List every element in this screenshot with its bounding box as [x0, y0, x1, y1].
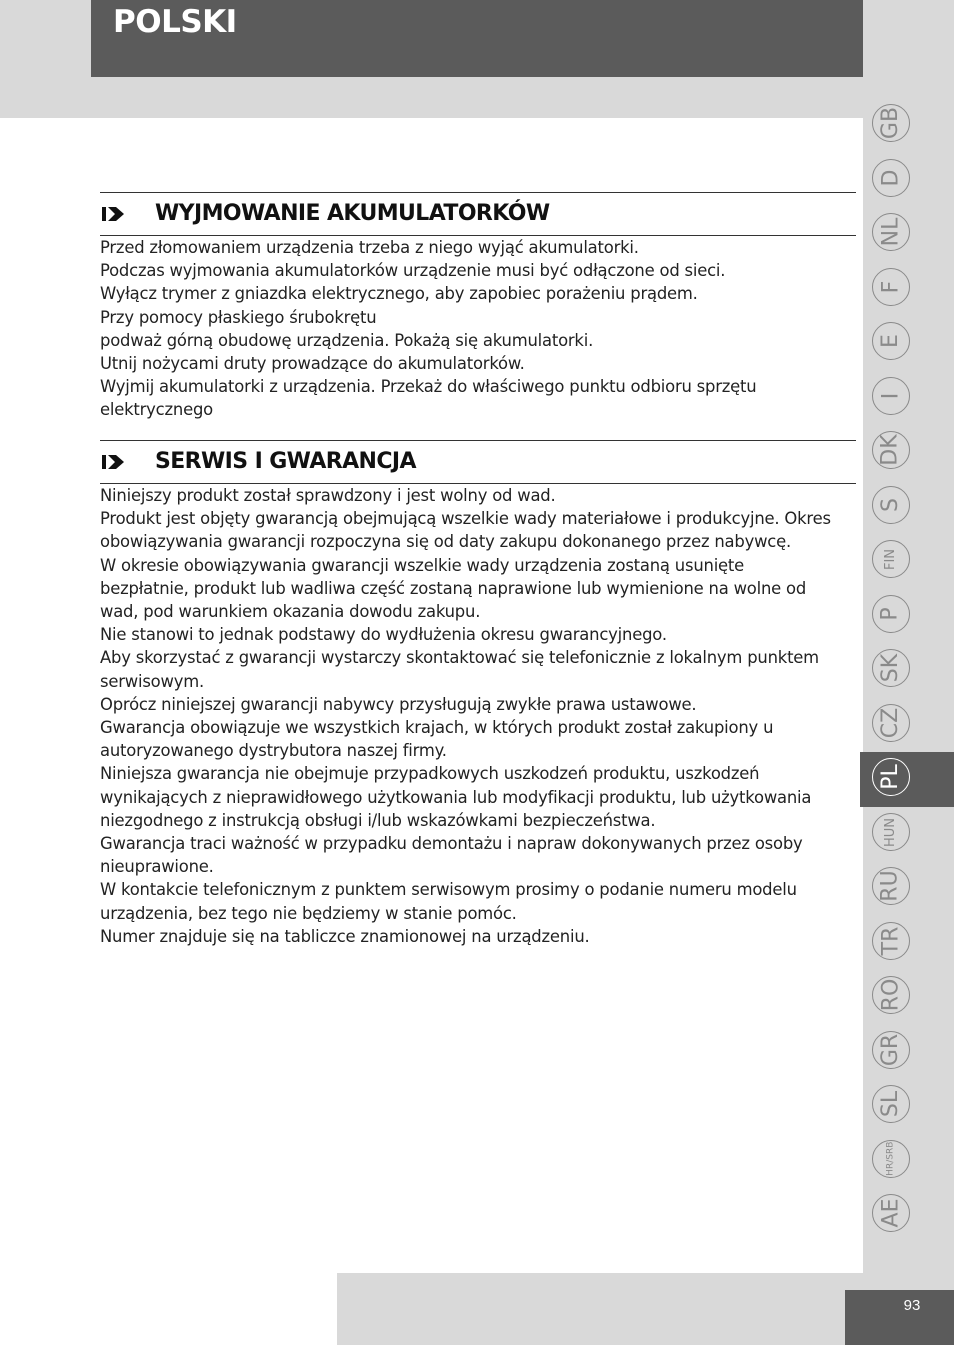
body-line: Numer znajduje się na tabliczce znamionowej na urządzeniu. — [100, 926, 590, 946]
language-tab-gb[interactable] — [872, 104, 910, 142]
language-code: AE — [877, 1198, 903, 1228]
language-tab-i[interactable] — [872, 377, 910, 415]
language-code: P — [878, 607, 903, 621]
page-number: 93 — [903, 1297, 921, 1314]
language-code: HUN — [883, 817, 899, 847]
language-code: F — [878, 280, 903, 294]
body-line: Gwarancja traci ważność w przypadku demontażu i napraw dokonywanych przez osoby — [100, 834, 803, 854]
language-tab-sl[interactable] — [872, 1085, 910, 1123]
body-line: Gwarancja obowiązuje we wszystkich krajach, w których produkt został zakupiony u — [100, 718, 774, 738]
language-tab-f[interactable] — [872, 268, 910, 306]
language-code: SL — [877, 1090, 903, 1118]
language-code: D — [877, 169, 903, 187]
section-heading — [100, 440, 856, 484]
language-tab-dk[interactable] — [872, 431, 910, 469]
section-body — [100, 484, 856, 948]
language-tab-nl[interactable] — [872, 213, 910, 251]
body-line: Utnij nożycami druty prowadzące do akumulatorków. — [100, 354, 525, 374]
language-tab-cz[interactable] — [872, 704, 910, 742]
body-line: podważ górną obudowę urządzenia. Pokażą się akumulatorki. — [100, 330, 594, 350]
language-code: SK — [878, 653, 903, 683]
language-tab-ro[interactable] — [872, 976, 910, 1014]
language-code: GB — [877, 106, 903, 140]
language-tab-ae[interactable] — [872, 1194, 910, 1232]
body-line: W okresie obowiązywania gwarancji wszelkie wady urządzenia zostaną usunięte — [100, 555, 745, 575]
body-line: Wyłącz trymer z gniazdka elektrycznego, aby zapobiec porażeniu prądem. — [100, 284, 698, 304]
body-line: autoryzowanego dystrybutora naszej firmy. — [100, 741, 447, 761]
body-line: Przy pomocy płaskiego śrubokrętu — [100, 307, 377, 327]
section-battery-removal — [100, 192, 856, 422]
language-code: S — [878, 498, 903, 512]
section-heading — [100, 192, 856, 236]
language-tab-pl[interactable] — [872, 758, 910, 796]
body-line: elektrycznego — [100, 400, 213, 420]
language-tab-tr[interactable] — [872, 922, 910, 960]
language-code: CZ — [878, 707, 903, 739]
body-line: serwisowym. — [100, 671, 204, 691]
language-tab-sk[interactable] — [872, 649, 910, 687]
language-code: TR — [877, 926, 903, 956]
language-tab-gr[interactable] — [872, 1031, 910, 1069]
arrow-right-icon — [102, 453, 126, 471]
language-code: HR/SRB — [885, 1141, 896, 1177]
language-code: RO — [877, 978, 903, 1012]
language-code: NL — [878, 217, 903, 247]
language-code: DK — [878, 434, 903, 466]
section-title: SERWIS I GWARANCJA — [155, 449, 416, 474]
page-title: POLSKI — [113, 4, 237, 40]
body-line: Oprócz niniejszej gwarancji nabywcy przysługują zwykłe prawa ustawowe. — [100, 694, 697, 714]
language-tab-ru[interactable] — [872, 867, 910, 905]
section-body — [100, 236, 856, 422]
body-line: Przed złomowaniem urządzenia trzeba z niego wyjąć akumulatorki. — [100, 238, 639, 257]
body-line: Niniejszy produkt został sprawdzony i jest wolny od wad. — [100, 486, 556, 505]
language-tab-hr-srb[interactable] — [872, 1140, 910, 1178]
body-line: Aby skorzystać z gwarancji wystarczy skontaktować się telefonicznie z lokalnym punktem — [100, 648, 819, 668]
body-line: obowiązywania gwarancji rozpoczyna się od daty zakupu dokonanego przez nabywcę. — [100, 532, 792, 552]
language-code: E — [878, 334, 903, 348]
arrow-right-icon — [102, 205, 126, 223]
body-line: W kontakcie telefonicznym z punktem serwisowym prosimy o podanie numeru modelu — [100, 880, 797, 900]
language-tab-e[interactable] — [872, 322, 910, 360]
body-line: Niniejsza gwarancja nie obejmuje przypadkowych uszkodzeń produktu, uszkodzeń — [100, 764, 760, 784]
body-line: Wyjmij akumulatorki z urządzenia. Przekaż do właściwego punktu odbioru sprzętu — [100, 377, 757, 397]
body-line: nieuprawione. — [100, 857, 214, 877]
body-line: Produkt jest objęty gwarancją obejmującą wszelkie wady materiałowe i produkcyjne. Okres — [100, 509, 831, 529]
body-line: Nie stanowi to jednak podstawy do wydłużenia okresu gwarancyjnego. — [100, 625, 667, 645]
language-tab-d[interactable] — [872, 159, 910, 197]
language-tab-fin[interactable] — [872, 540, 910, 578]
language-code: GR — [878, 1033, 903, 1067]
body-line: bezpłatnie, produkt lub wadliwa część zostaną naprawione lub wymienione na wolne od — [100, 578, 807, 598]
body-line: Podczas wyjmowania akumulatorków urządzenie musi być odłączone od sieci. — [100, 261, 726, 281]
language-tab-p[interactable] — [872, 595, 910, 633]
language-code: I — [878, 392, 903, 400]
language-code: FIN — [883, 548, 899, 570]
language-code: PL — [878, 764, 903, 790]
language-tab-s[interactable] — [872, 486, 910, 524]
body-line: niezgodnego z instrukcją obsługi i/lub wskazówkami bezpieczeństwa. — [100, 810, 656, 830]
section-title: WYJMOWANIE AKUMULATORKÓW — [155, 201, 550, 226]
body-line: wynikających z nieprawidłowego użytkowania lub modyfikacji produktu, lub użytkowania — [100, 787, 812, 807]
body-line: urządzenia, bez tego nie będziemy w stanie pomóc. — [100, 903, 517, 923]
body-line: wad, pod warunkiem okazania dowodu zakupu. — [100, 602, 481, 622]
language-tab-hun[interactable] — [872, 813, 910, 851]
section-service-warranty — [100, 440, 856, 948]
language-code: RU — [877, 870, 903, 902]
